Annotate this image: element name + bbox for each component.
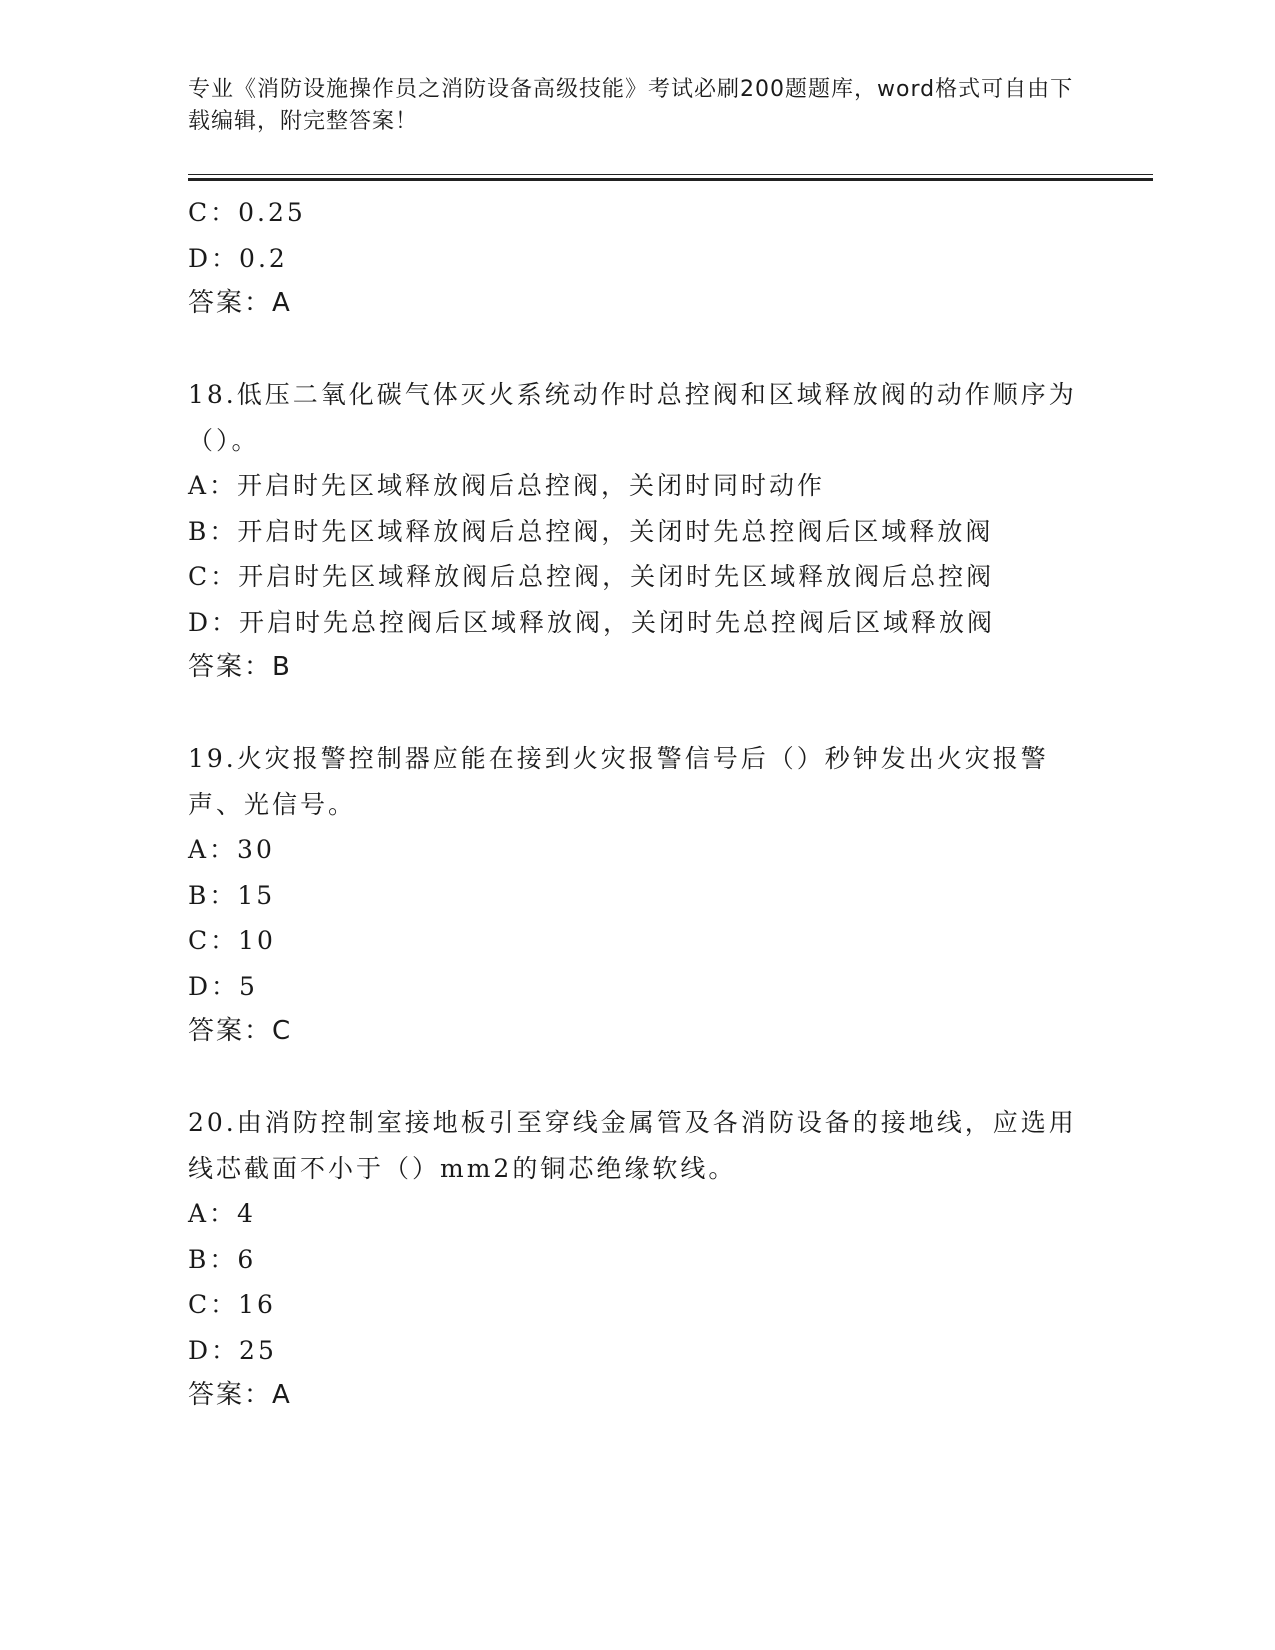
question-18	[188, 372, 1088, 691]
option-c: C：10	[188, 926, 276, 955]
option-b: B：15	[188, 880, 276, 910]
answer-line: 答案：C	[188, 1016, 293, 1046]
question-content	[188, 190, 1088, 1419]
option-b: B：开启时先区域释放阀后总控阀，关闭时先总控阀后区域释放阀	[188, 516, 994, 546]
header-divider-thin	[188, 174, 1153, 175]
option-d: D：5	[188, 971, 258, 1001]
option-d: D：开启时先总控阀后区域释放阀，关闭时先总控阀后区域释放阀	[188, 607, 996, 637]
answer-line: 答案：A	[188, 1380, 292, 1410]
option-a: A：开启时先区域释放阀后总控阀，关闭时同时动作	[188, 471, 826, 500]
option-a: A：30	[188, 835, 275, 864]
header-divider-thick	[188, 178, 1153, 181]
question-text: 20.由消防控制室接地板引至穿线金属管及各消防设备的接地线，应选用线芯截面不小于（）mm2的铜芯绝缘软线。	[188, 1108, 1077, 1183]
option-a: A：4	[188, 1199, 256, 1228]
question-text: 18.低压二氧化碳气体灭火系统动作时总控阀和区域释放阀的动作顺序为（）。	[188, 380, 1077, 455]
document-header: 专业《消防设施操作员之消防设备高级技能》考试必刷200题题库，word格式可自由下载编辑，附完整答案！	[188, 77, 1074, 134]
option-d: D：0.2	[188, 243, 288, 273]
option-c: C：开启时先区域释放阀后总控阀，关闭时先区域释放阀后总控阀	[188, 562, 995, 591]
answer-line: 答案：B	[188, 652, 292, 682]
question-text: 19.火灾报警控制器应能在接到火灾报警信号后（）秒钟发出火灾报警声、光信号。	[188, 744, 1049, 819]
option-d: D：25	[188, 1335, 277, 1365]
question-20	[188, 1100, 1088, 1419]
question-19	[188, 736, 1088, 1055]
option-c: C：16	[188, 1290, 276, 1319]
option-b: B：6	[188, 1244, 257, 1274]
option-c: C：0.25	[188, 198, 306, 227]
answer-line: 答案：A	[188, 288, 292, 318]
